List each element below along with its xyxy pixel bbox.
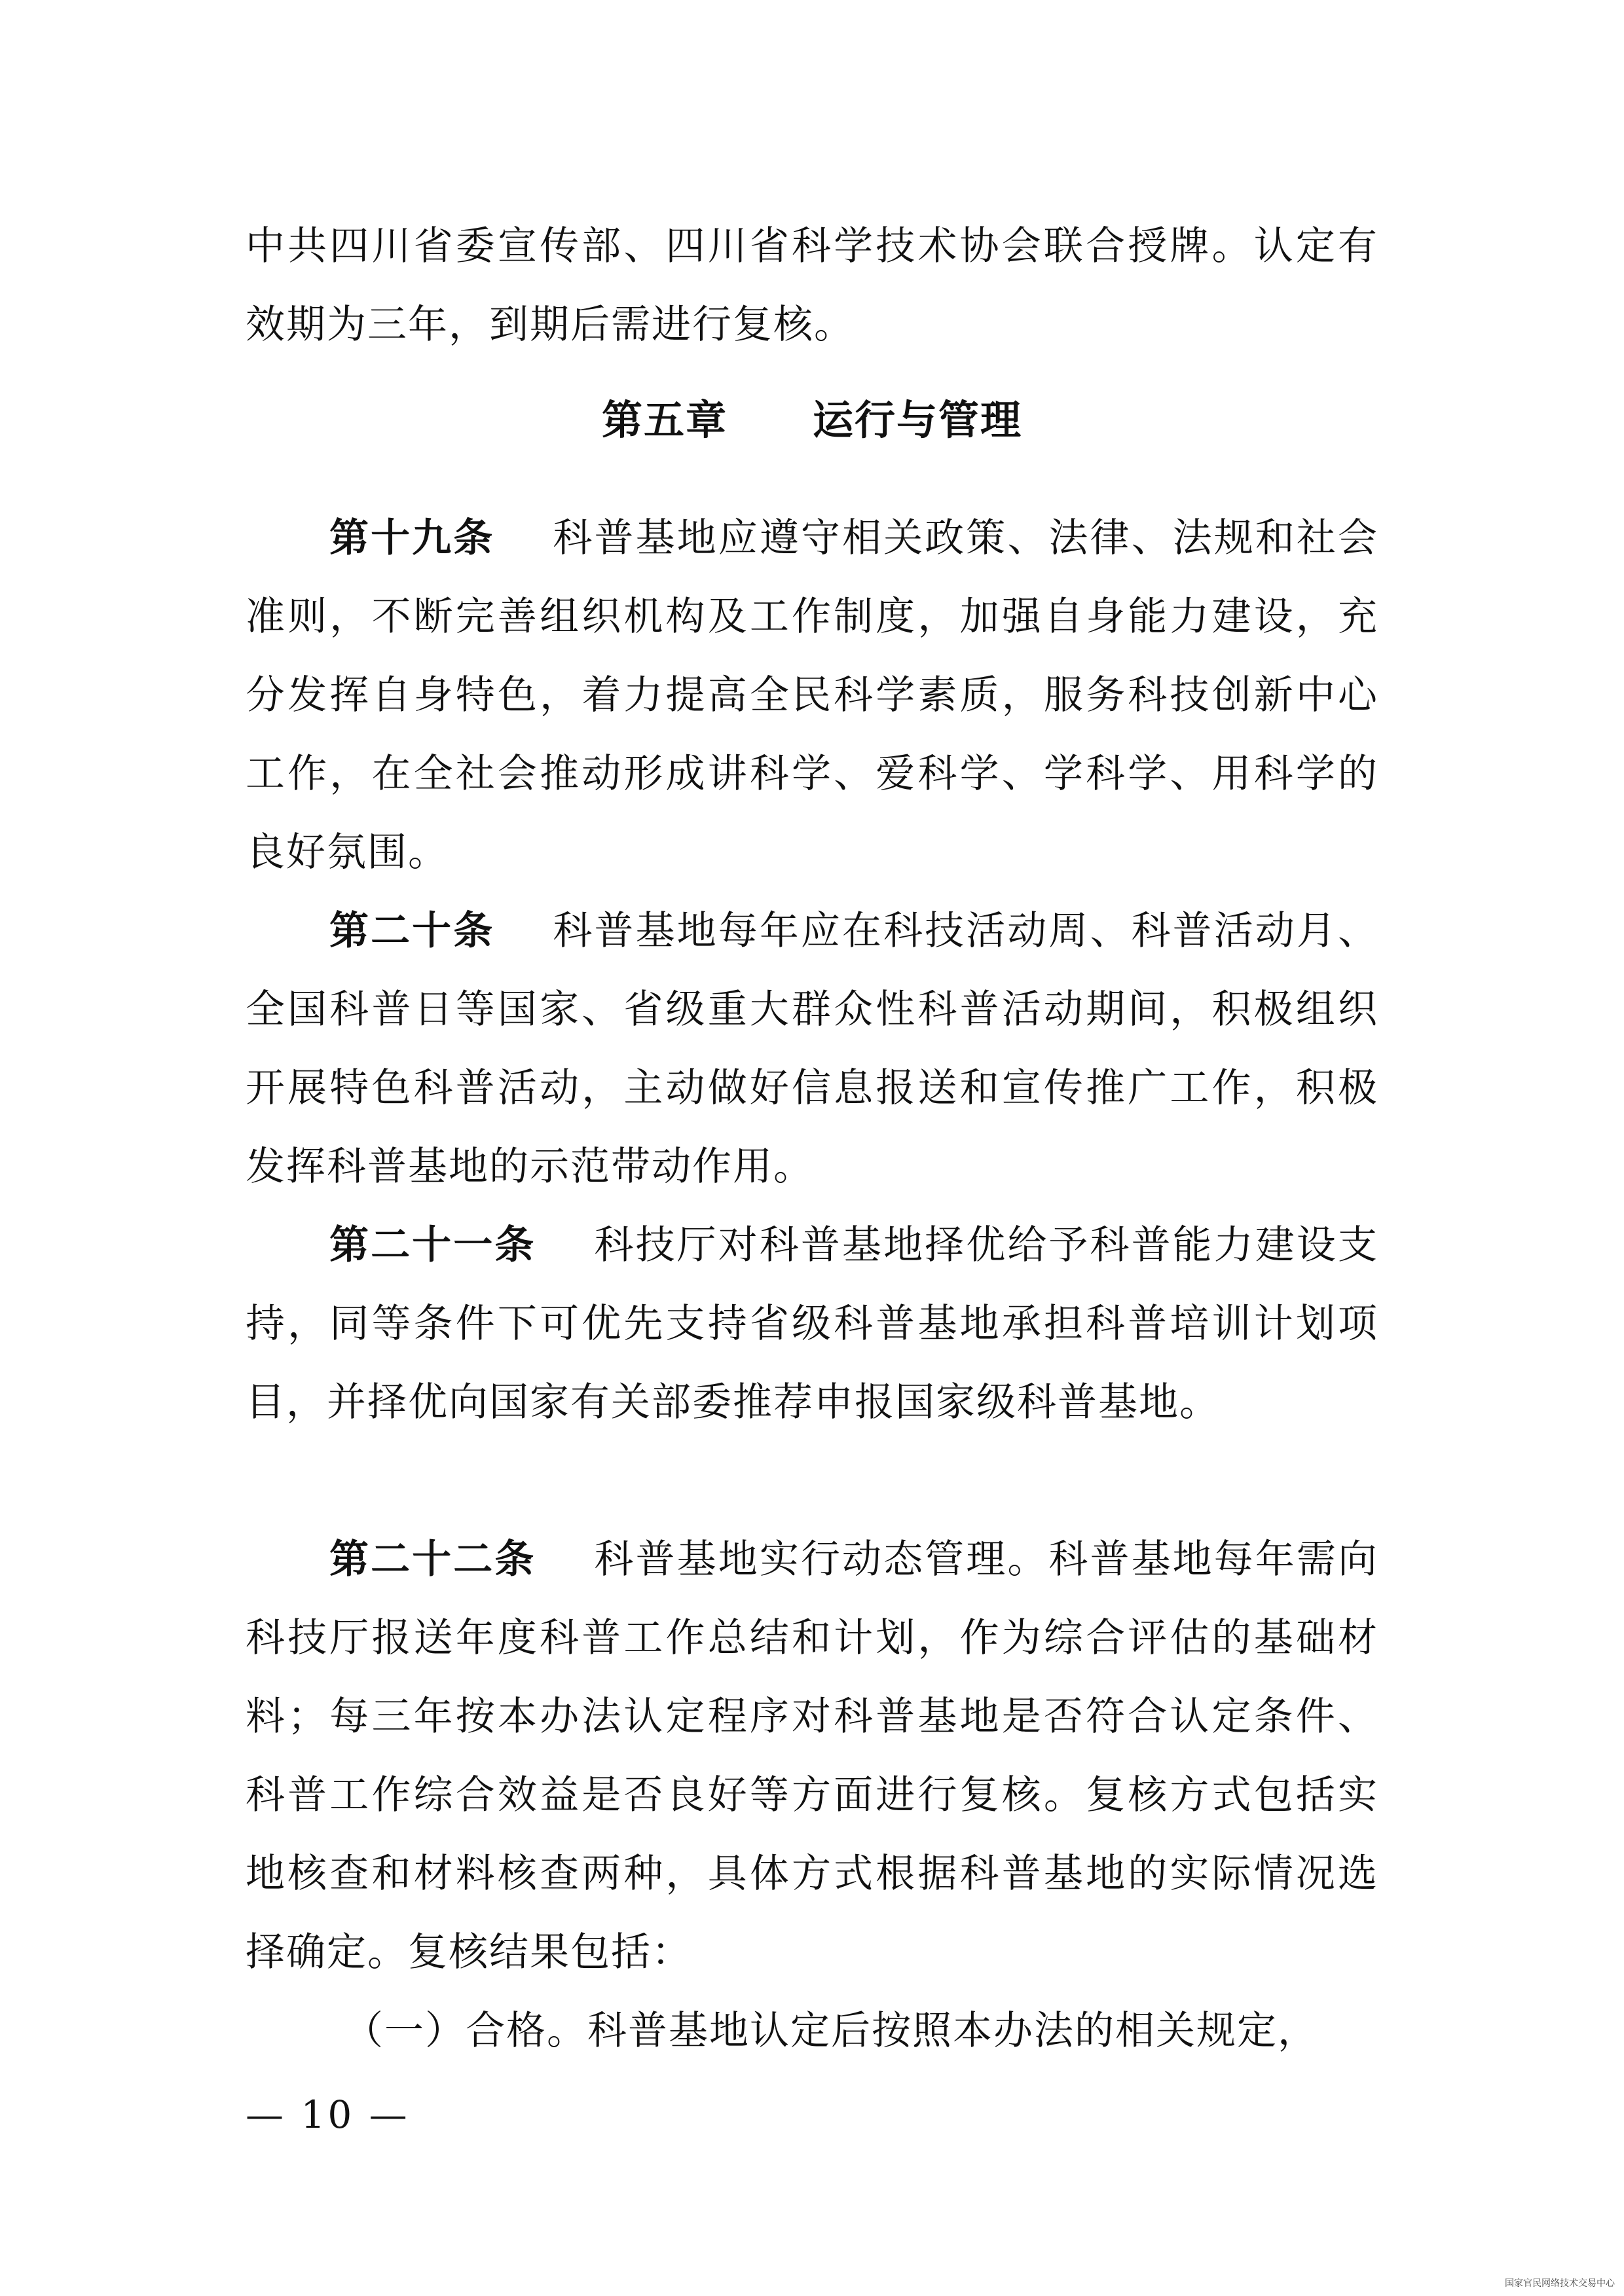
chapter-heading (0, 381, 1624, 460)
article-20 (246, 892, 1378, 1206)
article-number: 第二十二条 (329, 1537, 536, 1582)
article-number: 第二十条 (329, 908, 495, 954)
article-text: 科普基地应遵守相关政策、法律、法规和社会准则，不断完善组织机构及工作制度，加强自身能力建设，充分发挥自身特色，着力提高全民科学素质，服务科技创新中心工作，在全社会推动形成讲科学、爱科学、学科学、用科学的良好氛围。 (246, 515, 1379, 875)
article-22 (246, 1520, 1378, 1992)
article-21 (246, 1206, 1378, 1442)
article-number: 第十九条 (329, 515, 495, 561)
article-text: 科普基地实行动态管理。科普基地每年需向科技厅报送年度科普工作总结和计划，作为综合评估的基础材料；每三年按本办法认定程序对科普基地是否符合认定条件、科普工作综合效益是否良好等方面进行复核。复核方式包括实地核查和材料核查两种，具体方式根据科普基地的实际情况选择确定。复核结果包括： (246, 1537, 1379, 1975)
article-19 (246, 499, 1378, 892)
chapter-number: 第五章 (601, 396, 728, 444)
watermark: 国家官民网络技术交易中心 (1505, 2278, 1615, 2289)
sub-item-1: （一）合格。科普基地认定后按照本办法的相关规定， (344, 2008, 1318, 2054)
page-number: — 10 — (246, 2092, 410, 2137)
article-text: 科普基地每年应在科技活动周、科普活动月、全国科普日等国家、省级重大群众性科普活动期间，积极组织开展特色科普活动，主动做好信息报送和宣传推广工作，积极发挥科普基地的示范带动作用。 (246, 908, 1379, 1190)
chapter-title: 运行与管理 (813, 396, 1023, 444)
article-text: 科技厅对科普基地择优给予科普能力建设支持，同等条件下可优先支持省级科普基地承担科普培训计划项目，并择优向国家有关部委推荐申报国家级科普基地。 (246, 1222, 1379, 1425)
continued-paragraph: 中共四川省委宣传部、四川省科学技术协会联合授牌。认定有效期为三年，到期后需进行复核。 (246, 223, 1378, 348)
article-number: 第二十一条 (329, 1222, 536, 1268)
